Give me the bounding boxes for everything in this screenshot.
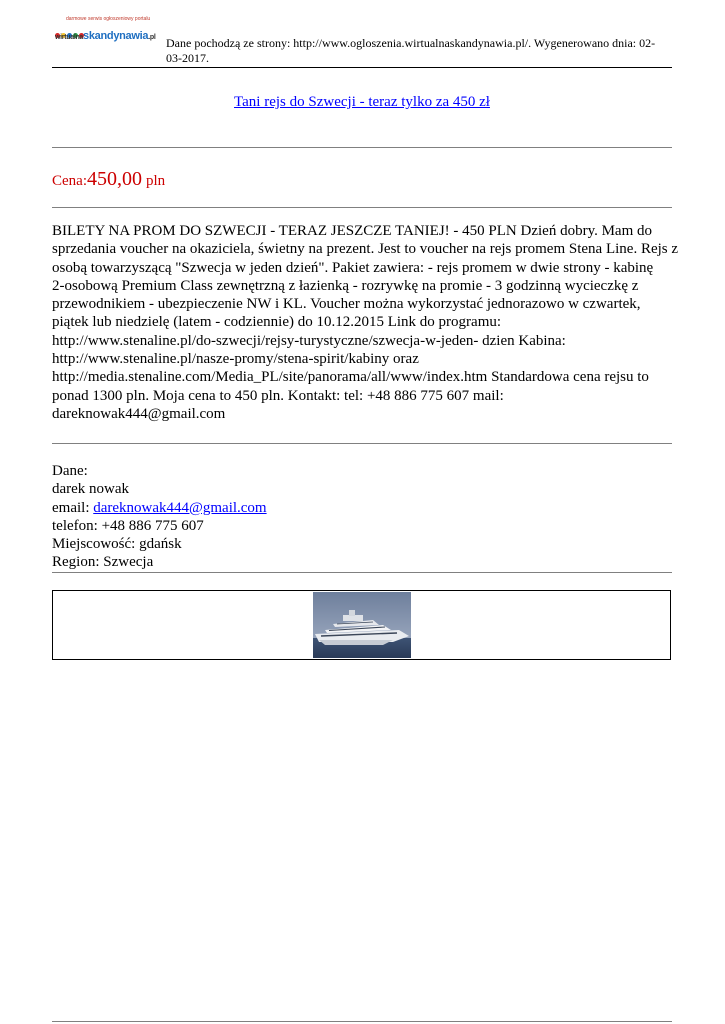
divider [52, 207, 672, 208]
contact-phone: telefon: +48 886 775 607 [52, 517, 204, 534]
contact-region: Region: Szwecja [52, 554, 154, 571]
description-line: 2-osobową Premium Class zewnętrzną z łazienką - rozrywkę na promie - 3 godzinną wycieczkę z [52, 277, 639, 294]
description-line: dareknowak444@gmail.com [52, 405, 226, 422]
description-line: ponad 1300 pln. Moja cena to 450 pln. Kontakt: tel: +48 886 775 607 mail: [52, 387, 504, 404]
price [52, 168, 165, 191]
contact-name: darek nowak [52, 481, 130, 498]
divider [52, 443, 672, 444]
divider [52, 147, 672, 148]
price-label: Cena: [52, 173, 87, 189]
image-gallery [52, 590, 671, 660]
description-line: http://media.stenaline.com/Media_PL/site/panorama/all/www/index.htm Standardowa cena rejsu to [52, 369, 649, 386]
page-header [52, 16, 672, 68]
price-amount: 450,00 [87, 168, 142, 190]
description-line: BILETY NA PROM DO SZWECJI - TERAZ JESZCZE TANIEJ! - 450 PLN Dzień dobry. Mam do [52, 223, 653, 239]
description-line: przewodnikiem - ubezpieczenie NW i KL. Voucher można wykorzystać jednorazowo w czwartek, [52, 296, 641, 313]
contact-city: Miejscowość: gdańsk [52, 536, 182, 553]
footer-divider [52, 1021, 672, 1022]
description-line: osobą towarzyszącą "Szwecja w jeden dzień". Pakiet zawiera: - rejs promem w dwie strony - kabinę [52, 259, 654, 276]
description-line: http://www.stenaline.pl/do-szwecji/rejsy-turystyczne/szwecja-w-jeden- dzien Kabina: [52, 332, 566, 349]
price-currency: pln [146, 173, 166, 189]
contact-details [52, 462, 267, 572]
divider [52, 572, 672, 573]
email-label: email: [52, 499, 94, 516]
contact-email-row [52, 499, 267, 517]
description-line: sprzedania voucher na okaziciela, świetny na prezent. Jest to voucher na rejs promem Stena Line. Rejs z [52, 241, 679, 258]
logo-wordmark: wirtualnaskandynawia.pl [55, 30, 156, 42]
source-notice: Dane pochodzą ze strony: http://www.ogloszenia.wirtualnaskandynawia.pl/. Wygenerowano dnia: 02-03-2017. [166, 36, 656, 65]
logo-tagline: darmowe serwis ogłoszeniowy portalu [66, 16, 151, 22]
header-divider [52, 67, 672, 68]
listing-title-link[interactable]: Tani rejs do Szwecji - teraz tylko za 450 zł [234, 94, 490, 110]
description-line: piątek lub niedzielę (latem - codziennie) do 10.12.2015 Link do programu: [52, 314, 502, 331]
ferry-photo[interactable] [313, 592, 411, 658]
description-line: http://www.stenaline.pl/nasze-promy/stena-spirit/kabiny oraz [52, 351, 419, 368]
listing-description [52, 222, 679, 423]
contact-heading: Dane: [52, 463, 88, 479]
email-link[interactable]: dareknowak444@gmail.com [93, 499, 267, 516]
site-logo[interactable] [52, 16, 160, 46]
